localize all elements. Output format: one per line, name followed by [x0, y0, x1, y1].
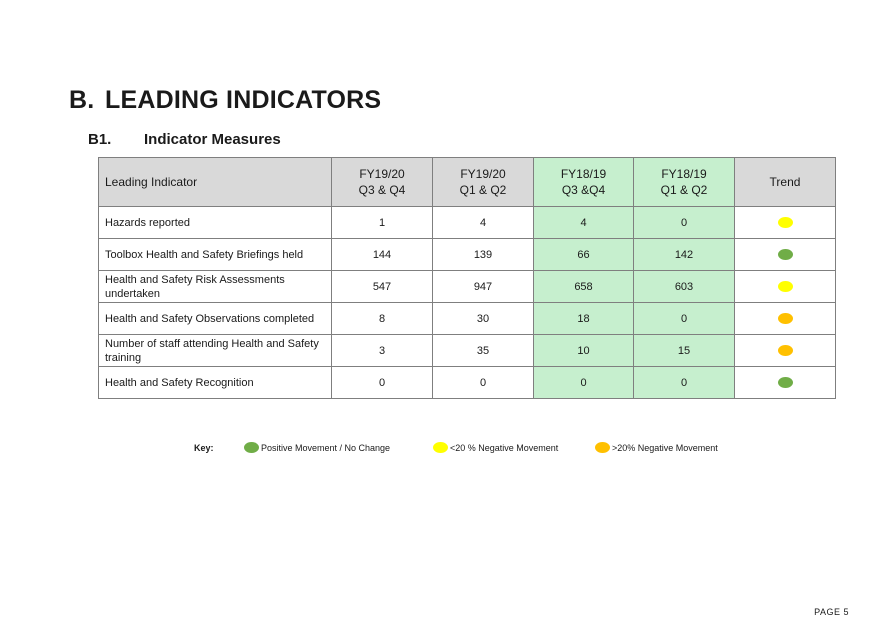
table-header-row — [99, 158, 836, 207]
cell-indicator: Health and Safety Observations completed — [99, 303, 332, 335]
cell-fy1819-q3q4: 66 — [534, 239, 634, 271]
table-row — [99, 207, 836, 239]
cell-fy1819-q3q4: 658 — [534, 271, 634, 303]
page-number: PAGE 5 — [814, 607, 849, 617]
cell-fy1920-q1q2: 4 — [433, 207, 534, 239]
table-row — [99, 303, 836, 335]
trend-dot-icon — [778, 313, 793, 324]
cell-fy1920-q1q2: 139 — [433, 239, 534, 271]
cell-fy1920-q3q4: 144 — [332, 239, 433, 271]
section-number: B. — [69, 86, 95, 114]
cell-fy1920-q3q4: 8 — [332, 303, 433, 335]
cell-fy1819-q1q2: 15 — [634, 335, 735, 367]
key-label: Key: — [194, 443, 214, 453]
major-negative-dot-icon — [595, 442, 610, 453]
cell-fy1819-q1q2: 0 — [634, 367, 735, 399]
cell-fy1920-q1q2: 30 — [433, 303, 534, 335]
cell-fy1819-q1q2: 0 — [634, 207, 735, 239]
cell-fy1819-q3q4: 18 — [534, 303, 634, 335]
subsection-number: B1. — [88, 131, 112, 148]
legend-key — [0, 442, 893, 456]
cell-trend — [735, 239, 836, 271]
cell-fy1819-q1q2: 142 — [634, 239, 735, 271]
cell-indicator: Number of staff attending Health and Safety training — [99, 335, 332, 367]
cell-fy1819-q3q4: 4 — [534, 207, 634, 239]
header-fy1920-q3q4: FY19/20 Q3 & Q4 — [332, 158, 433, 207]
cell-fy1819-q3q4: 0 — [534, 367, 634, 399]
table-row — [99, 367, 836, 399]
cell-indicator: Health and Safety Recognition — [99, 367, 332, 399]
cell-fy1920-q3q4: 547 — [332, 271, 433, 303]
trend-dot-icon — [778, 377, 793, 388]
header-fy1819-q3q4: FY18/19 Q3 &Q4 — [534, 158, 634, 207]
subsection-label: Indicator Measures — [144, 131, 281, 148]
cell-trend — [735, 335, 836, 367]
subsection-title — [88, 131, 281, 148]
cell-trend — [735, 271, 836, 303]
cell-fy1819-q1q2: 0 — [634, 303, 735, 335]
header-trend: Trend — [735, 158, 836, 207]
cell-fy1920-q1q2: 947 — [433, 271, 534, 303]
leading-indicators-table — [98, 157, 836, 399]
table-row — [99, 335, 836, 367]
cell-indicator: Hazards reported — [99, 207, 332, 239]
minor-negative-dot-icon — [433, 442, 448, 453]
trend-dot-icon — [778, 217, 793, 228]
key-major-negative-text: >20% Negative Movement — [612, 443, 718, 453]
cell-fy1920-q3q4: 3 — [332, 335, 433, 367]
cell-trend — [735, 303, 836, 335]
key-positive-text: Positive Movement / No Change — [261, 443, 391, 453]
cell-fy1819-q1q2: 603 — [634, 271, 735, 303]
cell-fy1920-q3q4: 1 — [332, 207, 433, 239]
cell-fy1920-q3q4: 0 — [332, 367, 433, 399]
header-leading-indicator: Leading Indicator — [99, 158, 332, 207]
section-title: LEADING INDICATORS — [105, 86, 382, 114]
page-title — [69, 86, 381, 115]
header-fy1819-q1q2: FY18/19 Q1 & Q2 — [634, 158, 735, 207]
cell-indicator: Health and Safety Risk Assessments undertaken — [99, 271, 332, 303]
cell-trend — [735, 207, 836, 239]
trend-dot-icon — [778, 249, 793, 260]
table-row — [99, 239, 836, 271]
positive-dot-icon — [244, 442, 259, 453]
cell-fy1819-q3q4: 10 — [534, 335, 634, 367]
table-row — [99, 271, 836, 303]
trend-dot-icon — [778, 281, 793, 292]
cell-fy1920-q1q2: 0 — [433, 367, 534, 399]
key-minor-negative-text: <20 % Negative Movement — [450, 443, 559, 453]
trend-dot-icon — [778, 345, 793, 356]
cell-indicator: Toolbox Health and Safety Briefings held — [99, 239, 332, 271]
cell-trend — [735, 367, 836, 399]
cell-fy1920-q1q2: 35 — [433, 335, 534, 367]
header-fy1920-q1q2: FY19/20 Q1 & Q2 — [433, 158, 534, 207]
